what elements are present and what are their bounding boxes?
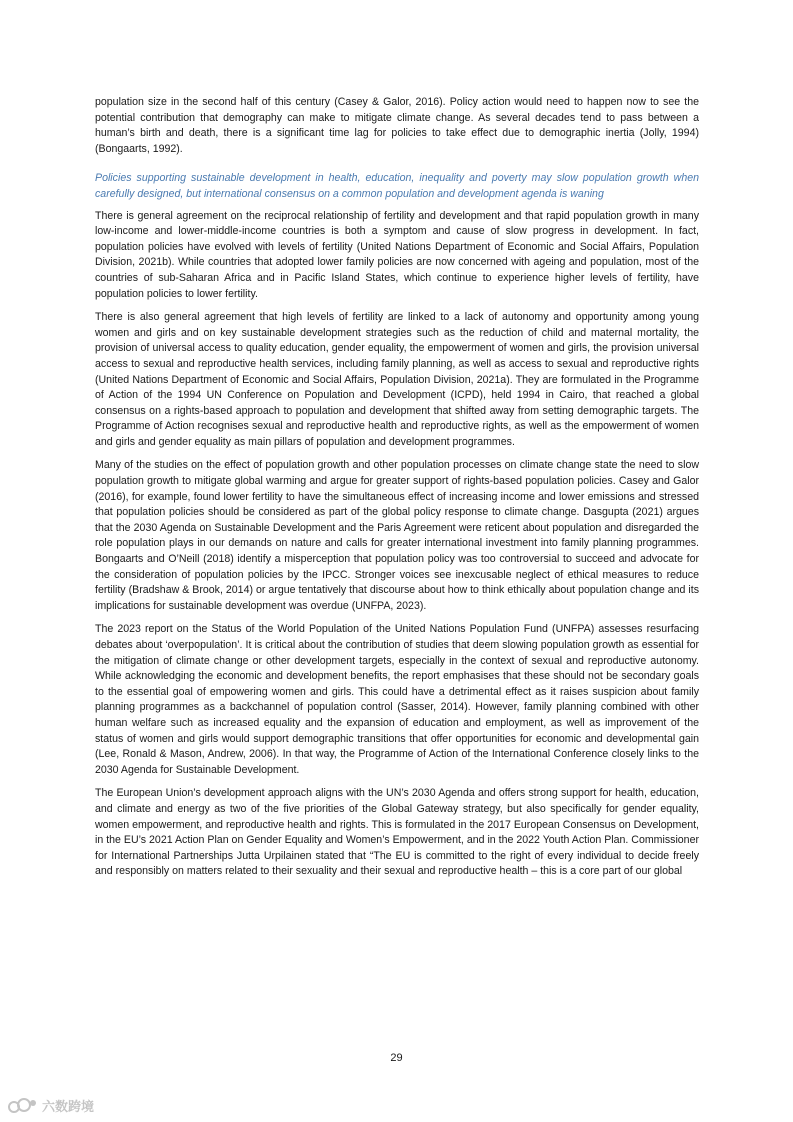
paragraph-body: Many of the studies on the effect of population growth and other population processes on climate change state the need to slow population growth to mitigate global warming and argue for greater support of rights-based population policies. Casey and Galor (2016), for example, found lower fertility to have the simultaneous effect of increasing income and lower emissions and stressed that population policies should be considered as part of the global policy response to climate change. Dasgupta (2021) argues that the 2030 Agenda on Sustainable Development and the Paris Agreement were reticent about population and disregarded the role population plays in our demands on nature and calls for greater international investment into family planning programmes. Bongaarts and O’Neill (2018) identify a misperception that population policy was too controversial to succeed and advocate for the consideration of population policies by the IPCC. Stronger voices see inexcusable neglect of ethical measures to reduce fertility (Bradshaw & Brook, 2014) or argue tentatively that discourse about how to think ethically about population change and its implications for sustainable development was overdue (UNFPA, 2023). [95, 459, 699, 612]
paragraph-body: The European Union’s development approach aligns with the UN’s 2030 Agenda and offers strong support for health, education, and climate and energy as two of the five priorities of the Global Gateway strategy, but also specifically for gender equality, women empowerment, and reproductive health and rights. This is formulated in the 2017 European Consensus on Development, in the EU’s 2021 Action Plan on Gender Equality and Women’s Empowerment, and in the 2022 Youth Action Plan. Commissioner for International Partnerships Jutta Urpilainen stated that “The EU is committed to the right of every individual to decide freely and responsibly on matters related to their sexuality and their sexual and reproductive health – this is a core part of our global [95, 787, 699, 878]
document-body [95, 95, 699, 888]
section-subheading: Policies supporting sustainable development in health, education, inequality and poverty may slow population growth when carefully designed, but international consensus on a common population and development agenda is waning [95, 172, 699, 200]
watermark-logo-icon [8, 1097, 38, 1115]
watermark [8, 1096, 94, 1115]
paragraph-body: There is general agreement on the reciprocal relationship of fertility and development and that rapid population growth in many low-income and lower-middle-income countries is both a symptom and cause of slow progress in development. In fact, population policies have evolved with levels of fertility (United Nations Department of Economic and Social Affairs, Population Division, 2021b). While countries that adopted lower family policies are now concerned with ageing and population, most of the countries of sub-Saharan Africa and in Pacific Island States, which continue to experience higher levels of fertility, have population policies to lower fertility. [95, 209, 699, 300]
paragraph-body: population size in the second half of this century (Casey & Galor, 2016). Policy action would need to happen now to see the potential contribution that demography can make to mitigate climate change. As several decades tend to pass between a human’s birth and death, there is a significant time lag for policies to take effect due to demographic inertia (Jolly, 1994) (Bongaarts, 1992). [95, 96, 699, 155]
paragraph-body: The 2023 report on the Status of the World Population of the United Nations Population Fund (UNFPA) assesses resurfacing debates about ‘overpopulation’. It is critical about the contribution of studies that deem slowing population growth as essential for the mitigation of climate change or other development targets, especially in the context of sexual and reproductive autonomy. While acknowledging the economic and development benefits, the report emphasises that these should not be secondary goals to the essential goal of empowering women and girls. This could have a detrimental effect as it raises suspicion about family planning programmes as a backchannel of population control (Sasser, 2014). However, family planning combined with other human welfare such as increased equality and the expansion of education and employment, as well as improvement of the status of women and girls would support demographic transitions that offer opportunities for economic and developmental gain (Lee, Ronald & Mason, Andrew, 2006). In that way, the Programme of Action of the International Conference closely links to the 2030 Agenda for Sustainable Development. [95, 623, 699, 776]
page-number: 29 [390, 1052, 403, 1064]
watermark-text: 六数跨境 [42, 1099, 95, 1114]
paragraph-body: There is also general agreement that high levels of fertility are linked to a lack of autonomy and opportunity among young women and girls and on key sustainable development strategies such as the reduction of child and maternal mortality, the provision of universal access to quality education, gender equality, the empowerment of women and girls, the provision universal access to sexual and reproductive health services, including family planning, as well as access to sexual and reproductive rights (United Nations Department of Economic and Social Affairs, Population Division, 2021a). They are formulated in the Programme of Action of the 1994 UN Conference on Population and Development (ICPD), held 1994 in Cairo, that reached a global consensus on a rights-based approach to population and development that shifted away from setting demographic targets. The Programme of Action recognises sexual and reproductive health and reproductive rights, as well as the empowerment of women and girls and gender equality as main pillars of population and development programmes. [95, 311, 699, 448]
